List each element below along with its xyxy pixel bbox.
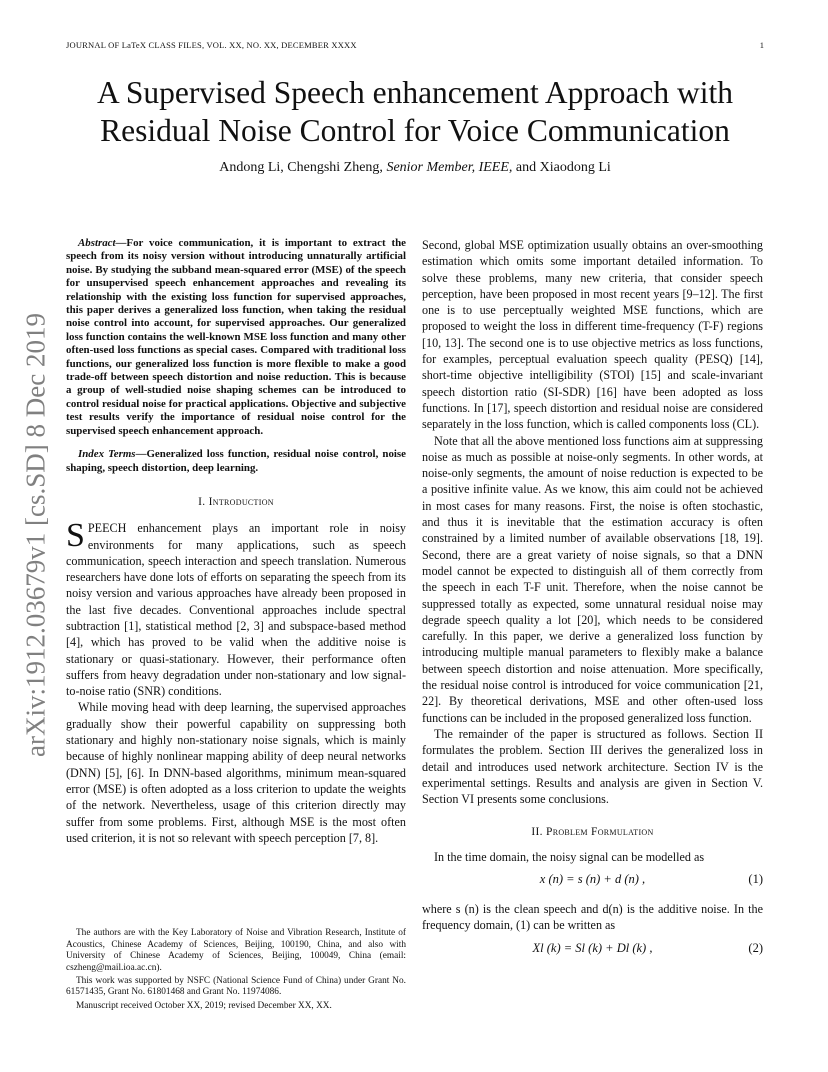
index-terms-text: —Generalized loss function, residual noise control, noise shaping, speech distortion, deep learning.: [66, 448, 406, 474]
footnotes: [66, 928, 406, 1014]
equation-1-body: x (n) = s (n) + d (n) ,: [539, 871, 646, 886]
intro-paragraph-1-text: PEECH enhancement plays an important role in noisy environments for many applications, such as speech communication, speech interaction and speech translation. Numerous researchers have done lots of efforts on separating the speech from its noisy version and various approaches have already been proposed in the last five decades. Conventional approaches include spectral subtraction [1], statistical method [2, 3] and subspace-based method [4], which has proved to be valid when the additive noise is stationary or quasi-stationary. However, their performance often suffers from heavy degradation under non-stationary and low signal-to-noise ratio (SNR) conditions.: [66, 521, 406, 699]
author-role: Senior Member, IEEE,: [386, 160, 513, 175]
section-title: Introduction: [208, 495, 274, 508]
section-heading-introduction: [66, 494, 406, 510]
equation-1: [422, 871, 763, 895]
right-column: [422, 237, 763, 970]
section-title: Problem Formulation: [546, 826, 654, 839]
drop-cap: S: [66, 517, 85, 555]
section-numeral: I.: [198, 495, 209, 508]
running-head: JOURNAL OF LaTeX CLASS FILES, VOL. XX, NO. XX, DECEMBER XXXX: [66, 40, 357, 50]
footnote-funding: This work was supported by NSFC (National Science Fund of China) under Grant No. 61571435, Grant No. 61801468 and Grant No. 11974086.: [66, 975, 406, 998]
author-names: Andong Li, Chengshi Zheng,: [219, 160, 387, 175]
equation-1-number: (1): [748, 871, 763, 886]
intro-paragraph-4: Note that all the above mentioned loss functions aim at suppressing noise as much as possible at noise-only segments. In other words, at noise-only segments, the amount of noise reduction is expected to be a positive infinite value. As we know, this aim could not be achieved in most cases for many reasons. First, the noise is often stochastic, and thus it is inevitable that the estimation accuracy is often constrained by a limited number of available observations [18, 19]. Second, there are a great variety of noise signals, so that a DNN model cannot be expected to distinguish all of them correctly from the speech in each T-F unit. Therefore, when the noise cannot be suppressed totally as expected, some unnatural residual noise may degrade speech quality a lot [20], which needs to be considered carefully. In this paper, we derive a generalized loss function by introducing multiple manual parameters to flexibly make a balance between speech distortion and noise attenuation. More specifically, the residual noise control is introduced for voice communication [21, 22]. By theoretical derivations, MSE and other often-used loss functions can be included in the proposed generalized loss function.: [422, 433, 763, 725]
formulation-paragraph-2: where s (n) is the clean speech and d(n) is the additive noise. In the frequency domain, (1) can be written as: [422, 901, 763, 933]
intro-paragraph-2: While moving head with deep learning, the supervised approaches gradually show their powerful capability on suppressing both stationary and highly non-stationary noise signals, which is mainly because of highly nonlinear mapping ability of deep neural networks (DNN) [5], [6]. In DNN-based algorithms, minimum mean-squared error (MSE) is often adopted as a loss criterion to update the weights of the network. Nevertheless, usage of this criterion directly may suffer from some problems. First, although MSE is the most often used criterion, it is not so relevant with speech perception [7, 8].: [66, 700, 406, 845]
equation-2: [422, 940, 763, 964]
abstract: [66, 237, 406, 438]
section-heading-problem-formulation: [422, 824, 763, 840]
intro-paragraph-5: The remainder of the paper is structured as follows. Section II formulates the problem. Section III derives the generalized loss in detail and introduces used network architecture. Section IV is the experimental settings. Results and analysis are given in Section V. Section VI presents some conclusions.: [422, 726, 763, 807]
author-names-last: and Xiaodong Li: [512, 160, 611, 175]
page-number: 1: [759, 40, 764, 50]
abstract-label: Abstract: [78, 237, 116, 249]
intro-paragraph-1: [66, 517, 406, 699]
arxiv-identifier[interactable]: arXiv:1912.03679v1 [cs.SD] 8 Dec 2019: [20, 313, 51, 757]
equation-2-body: Xl (k) = Sl (k) + Dl (k) ,: [532, 940, 653, 955]
footnote-manuscript: Manuscript received October XX, 2019; revised December XX, XX.: [76, 1000, 332, 1011]
abstract-text: —For voice communication, it is important to extract the speech from its noisy version without introducing unnaturally artificial noise. By studying the subband mean-squared error (MSE) of the speech for unsupervised speech enhancement approaches and revealing its relationship with the existing loss function for supervised approaches, this paper derives a generalized loss function, when taking the residual noise control into account, for supervised approaches. Our generalized loss function contains the well-known MSE loss function and many other often-used loss functions as special cases. Compared with traditional loss functions, our generalized loss function is more flexible to make a good trade-off between speech distortion and noise reduction. This is because a group of well-studied noise shaping schemes can be introduced to control residual noise for practical applications. Objective and subjective test results verify the importance of residual noise control for the supervised speech enhancement approach.: [66, 237, 406, 437]
formulation-paragraph-1: In the time domain, the noisy signal can be modelled as: [434, 849, 705, 864]
index-terms-label: Index Terms: [78, 448, 136, 461]
author-line: [40, 160, 790, 176]
section-numeral: II.: [531, 826, 546, 839]
equation-2-number: (2): [748, 940, 763, 955]
left-column: [66, 237, 406, 846]
index-terms: [66, 448, 406, 475]
intro-paragraph-3: Second, global MSE optimization usually obtains an over-smoothing estimation which omits some important detailed information. To solve these problems, many new criteria, that consider speech perception, have been proposed in most recent years [9–12]. The first one is to use perceptually weighted MSE functions, which are proposed to weight the loss in different time-frequency (T-F) regions [10, 13]. The second one is to use objective metrics as loss functions, for examples, perceptual evaluation speech quality (PESQ) [14], short-time objective intelligibility (STOI) [15] and scale-invariant speech distortion ratio (SI-SDR) [16] have been adopted as loss functions. In [17], speech distortion and residual noise are considered separately in the loss function, which is called components loss (CL).: [422, 238, 763, 432]
footnote-affiliation: The authors are with the Key Laboratory of Noise and Vibration Research, Institute of Acoustics, Chinese Academy of Sciences, Beijing, 100190, China, and also with University of Chinese Academy of Sciences, Beijing, 100049, China (email: cszheng@mail.ioa.ac.cn).: [66, 928, 406, 973]
paper-title: A Supervised Speech enhancement Approach with Residual Noise Control for Voice Communication: [97, 75, 733, 148]
